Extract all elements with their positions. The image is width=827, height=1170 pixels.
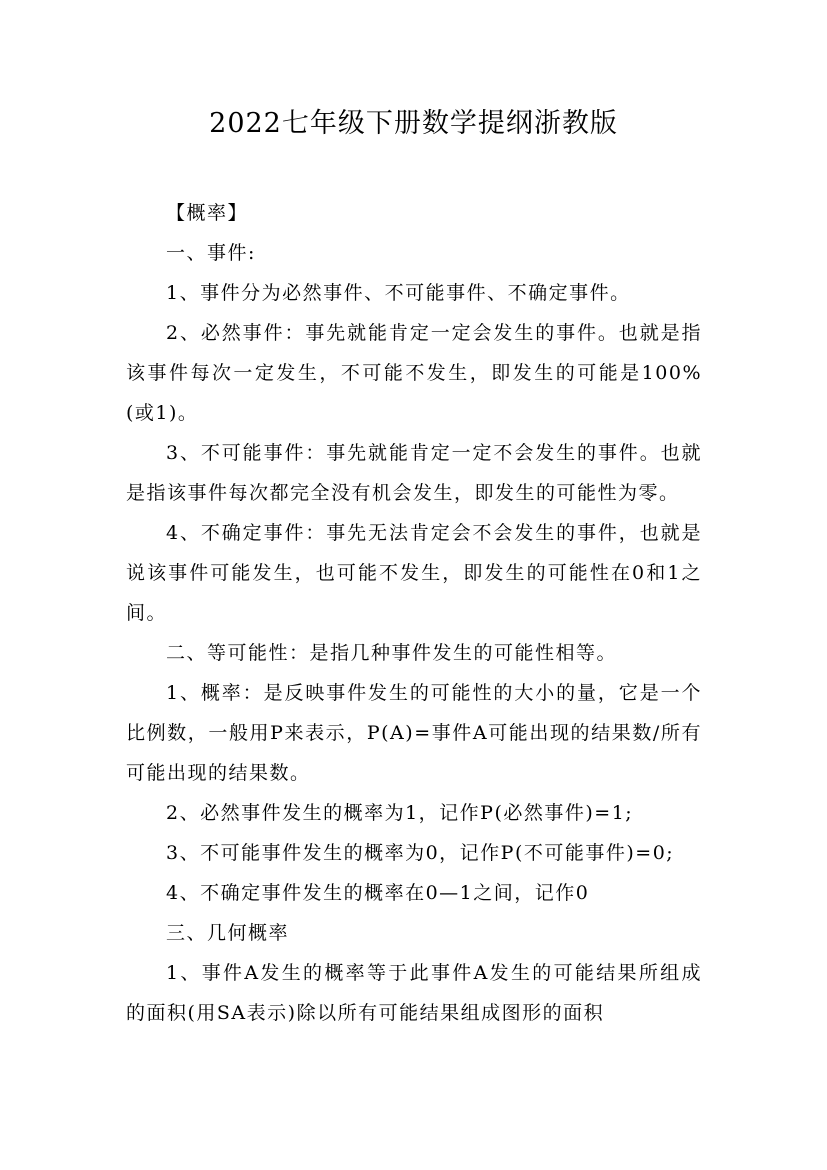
heading-equal-likelihood: 二、等可能性：是指几种事件发生的可能性相等。 (166, 642, 618, 664)
heading-geometric-probability: 三、几何概率 (166, 922, 290, 944)
document-title: 2022七年级下册数学提纲浙教版 (209, 108, 618, 139)
paragraph-impossible-probability: 3、不可能事件发生的概率为0，记作P(不可能事件)=0; (166, 842, 675, 864)
paragraph-event-types: 1、事件分为必然事件、不可能事件、不确定事件。 (166, 282, 631, 304)
paragraph-impossible-event: 3、不可能事件：事先就能肯定一定不会发生的事件。也就是指该事件每次都完全没有机会发生，即发生的可能性为零。 (126, 442, 702, 504)
paragraph-uncertain-probability: 4、不确定事件发生的概率在0—1之间，记作0 (166, 882, 590, 904)
paragraph-uncertain-event: 4、不确定事件：事先无法肯定会不会发生的事件，也就是说该事件可能发生，也可能不发生，即发生的可能性在0和1之间。 (126, 522, 702, 624)
document-body (126, 193, 702, 1033)
paragraph-certain-event: 2、必然事件：事先就能肯定一定会发生的事件。也就是指该事件每次一定发生，不可能不发生，即发生的可能是100%(或1)。 (126, 322, 702, 424)
paragraph-geometric-probability: 1、事件A发生的概率等于此事件A发生的可能结果所组成的面积(用SA表示)除以所有可能结果组成图形的面积 (126, 962, 702, 1024)
paragraph-certain-probability: 2、必然事件发生的概率为1，记作P(必然事件)=1; (166, 802, 634, 824)
section-heading-probability: 【概率】 (166, 202, 249, 224)
heading-events: 一、事件: (166, 242, 256, 264)
paragraph-probability-definition: 1、概率：是反映事件发生的可能性的大小的量，它是一个比例数，一般用P来表示，P(A)=事件A可能出现的结果数/所有可能出现的结果数。 (126, 682, 702, 784)
